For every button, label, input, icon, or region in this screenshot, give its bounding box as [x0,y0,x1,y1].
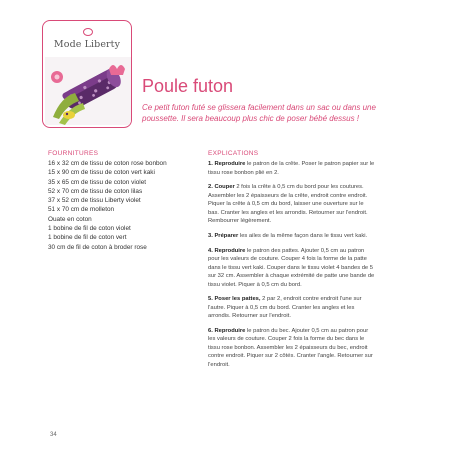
supply-item: 51 x 70 cm de molleton [48,206,115,214]
supply-item: 16 x 32 cm de tissu de coton rose bonbon [48,160,167,167]
step-4 [208,247,376,290]
supply-item: 1 bobine de fil de coton violet [48,225,131,233]
step-text: 2 par 2, endroit contre endroit l'une sur l'autre. Piquer à 0,5 cm du bord. Cranter les angles et les arrondis. Retourner sur l'endroit. [208,296,362,320]
step-text: le patron des pattes. Ajouter 0,5 cm au patron pour les valeurs de couture. Couper 4 fois la forme de la patte dans le tissu vert kaki. Couper dans le tissu violet 4 bandes de 5 sur 32 cm. Assembler à chaque extrémité de patte une bande de tissu violet. Piquer à 0,5 cm du bord. [208,247,375,288]
step-3 [208,232,376,241]
step-lead: 4. Reproduire [208,247,246,254]
step-6 [208,327,376,370]
step-lead: 3. Préparer [208,232,239,239]
step-lead: 6. Reproduire [208,327,246,334]
page-number: 34 [50,432,57,438]
step-text: le patron du bec. Ajouter 0,5 cm au patron pour les valeurs de couture. Couper 2 fois la forme du bec dans le tissu rose bonbon. Assembler les 2 épaisseurs du bec, endroit contre endroit. Piquer sur 2 côtés. Cranter l'angle. Retourner sur l'endroit. [208,327,373,368]
supply-item: Ouate en coton [48,215,92,223]
explanations-heading: EXPLICATIONS [208,150,259,157]
supply-item: 1 bobine de fil de coton vert [48,234,127,242]
supply-item: 37 x 52 cm de tissu Liberty violet [48,197,141,205]
step-text: le patron de la crête. Poser le patron papier sur le tissu rose bonbon plié en 2. [208,161,375,176]
supply-item: 35 x 65 cm de tissu de coton violet [48,178,147,186]
step-2 [208,183,376,226]
step-lead: 2. Couper [208,184,235,191]
step-lead: 5. Poser les pattes, [208,296,261,303]
category-tag [42,20,132,128]
product-photo [45,57,131,125]
step-lead: 1. Reproduire [208,161,246,167]
page-title: Poule futon [142,76,234,96]
supply-item: 30 cm de fil de coton à broder rose [48,243,147,251]
steps-list [208,160,376,376]
supply-item: 52 x 70 cm de tissu de coton lilas [48,187,143,195]
step-1 [208,160,376,177]
step-text: 2 fois la crête à 0,5 cm du bord pour les coutures. Assembler les 2 épaisseurs de la crête, endroit contre endroit. Piquer la crête à 0,5 cm du bord, laisser une ouverture sur le bas. Cranter les angles et les arrondis. Retourner sur l'endroit. Rembourrer légèrement. [208,184,368,225]
tag-hole [83,28,93,36]
tag-title: Mode Liberty [53,39,121,50]
supplies-heading: FOURNITURES [48,150,99,157]
intro-text: Ce petit futon futé se glissera facilement dans un sac ou dans une poussette. Il sera beaucoup plus chic de poser bébé dessus ! [142,103,376,123]
step-text: les ailes de la même façon dans le tissu vert kaki. [238,232,368,239]
supplies-list [48,159,198,252]
step-5 [208,295,376,321]
supply-item: 15 x 90 cm de tissu de coton vert kaki [48,169,155,177]
